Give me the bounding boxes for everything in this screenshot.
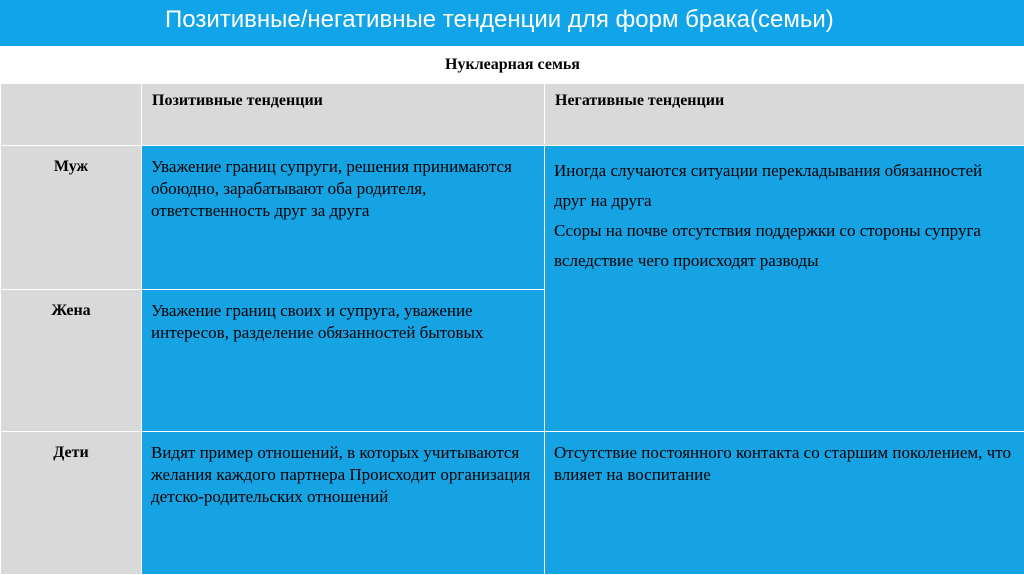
- positive-cell-zhena: Уважение границ своих и супруга, уважение интересов, разделение обязанностей бытовых: [142, 290, 545, 432]
- slide-title: Позитивные/негативные тенденции для форм брака(семьи): [0, 0, 1024, 46]
- positive-cell-muzh: Уважение границ супруги, решения принимаются обоюдно, зарабатывают оба родителя, ответственность друг за друга: [142, 146, 545, 290]
- header-positive: Позитивные тенденции: [142, 84, 545, 146]
- negative-text-1: Иногда случаются ситуации перекладывания обязанностей друг на друга: [554, 156, 1016, 216]
- negative-text-2: Ссоры на почве отсутствия поддержки со стороны супруга вследствие чего происходят разводы: [554, 216, 1016, 276]
- nuclear-family-table: [0, 46, 1024, 575]
- table-row-deti: [1, 432, 1024, 575]
- row-label-deti: Дети: [1, 432, 142, 575]
- header-row: [1, 84, 1024, 146]
- corner-cell: [1, 84, 142, 146]
- header-negative: Негативные тенденции: [545, 84, 1024, 146]
- negative-cell-deti: Отсутствие постоянного контакта со старшим поколением, что влияет на воспитание: [545, 432, 1024, 575]
- table-row-muzh: [1, 146, 1024, 290]
- row-label-muzh: Муж: [1, 146, 142, 290]
- table-caption: Нуклеарная семья: [1, 47, 1024, 84]
- row-label-zhena: Жена: [1, 290, 142, 432]
- positive-cell-deti: Видят пример отношений, в которых учитываются желания каждого партнера Происходит организация детско-родительских отношений: [142, 432, 545, 575]
- negative-cell-spouses: [545, 146, 1024, 432]
